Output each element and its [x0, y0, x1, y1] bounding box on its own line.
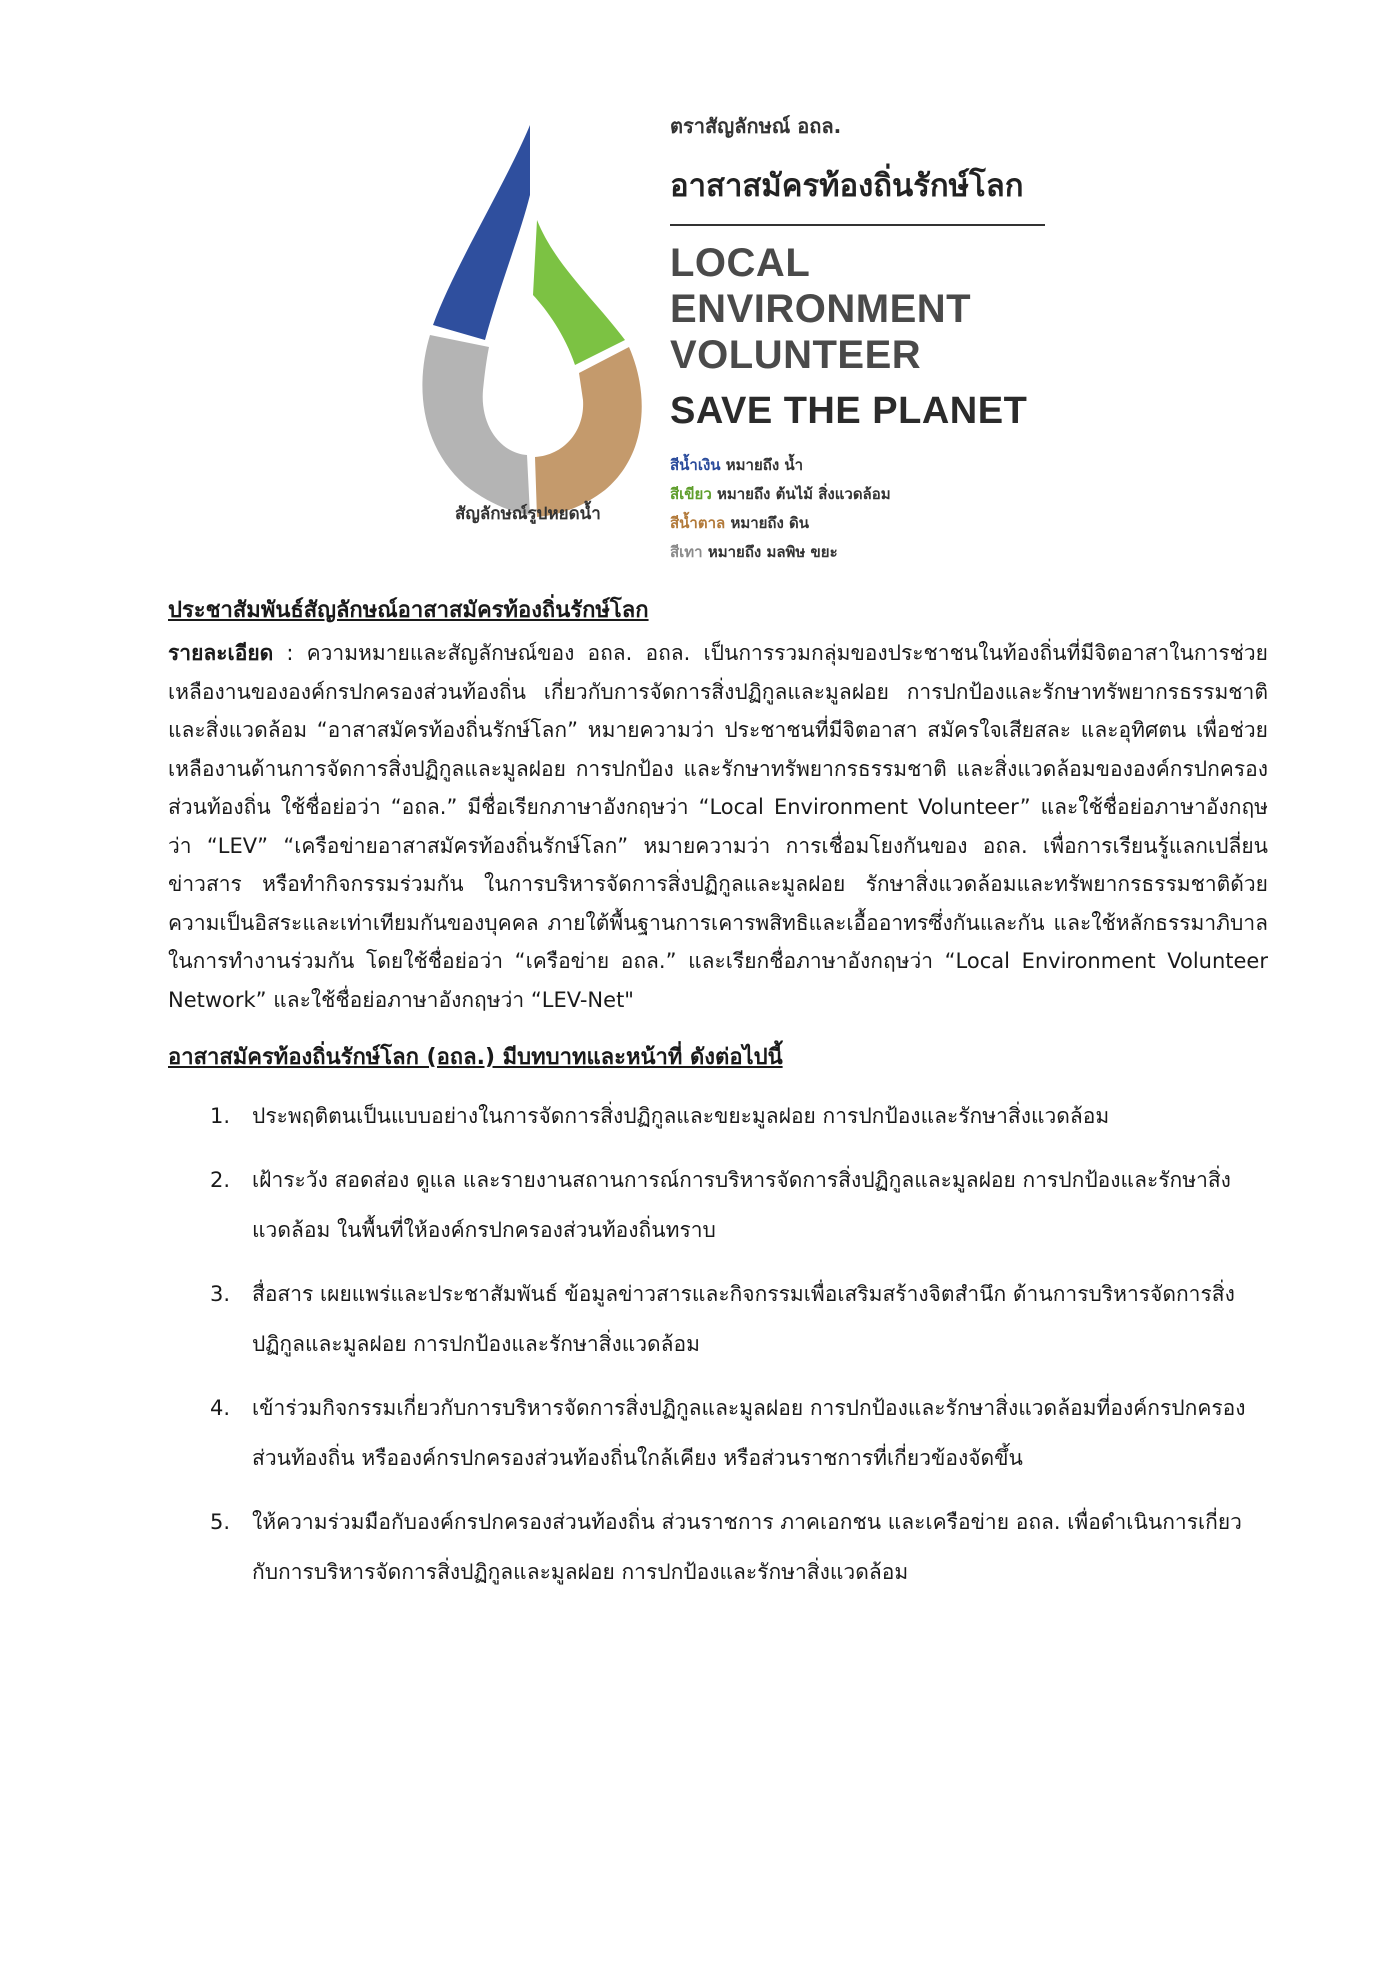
detail-label: รายละเอียด — [168, 641, 274, 665]
logo-english-line: LOCAL — [670, 241, 811, 285]
list-item: 1. ประพฤติตนเป็นแบบอย่างในการจัดการสิ่งปฏิกูลและขยะมูลฝอย การปกป้องและรักษาสิ่งแวดล้อม — [210, 1104, 1110, 1128]
document-body — [168, 592, 1268, 1611]
document-title: ประชาสัมพันธ์สัญลักษณ์อาสาสมัครท้องถิ่นรักษ์โลก — [168, 598, 649, 623]
drop-blue-segment — [433, 125, 530, 340]
logo-english-line: VOLUNTEER — [670, 333, 922, 377]
water-drop-logo-icon — [415, 125, 645, 520]
logo-english-line: ENVIRONMENT — [670, 287, 972, 331]
drop-caption: สัญลักษณ์รูปหยดน้ำ — [455, 504, 601, 524]
logo-slogan: SAVE THE PLANET — [670, 390, 1028, 432]
logo-small-title: ตราสัญลักษณ์ อถล. — [670, 114, 842, 138]
detail-paragraph — [168, 634, 1268, 1019]
color-legend — [670, 451, 1090, 567]
legend-item: สีน้ำเงิน หมายถึง น้ำ — [670, 456, 804, 474]
logo-thai-title: อาสาสมัครท้องถิ่นรักษ์โลก — [670, 168, 1024, 204]
logo-divider — [670, 224, 1045, 226]
legend-item: สีเขียว หมายถึง ต้นไม้ สิ่งแวดล้อม — [670, 485, 891, 503]
legend-item: สีน้ำตาล หมายถึง ดิน — [670, 514, 810, 532]
lev-logo — [415, 95, 1095, 595]
roles-heading: อาสาสมัครท้องถิ่นรักษ์โลก (อถล.) มีบทบาทและหน้าที่ ดังต่อไปนี้ — [168, 1045, 783, 1070]
list-item: 4. เข้าร่วมกิจกรรมเกี่ยวกับการบริหารจัดการสิ่งปฏิกูลและมูลฝอย การปกป้องและรักษาสิ่งแวดล้อมที่องค์กรปกครองส่วนท้องถิ่น หรือองค์กรปกครองส่วนท้องถิ่นใกล้เคียง หรือส่วนราชการที่เกี่ยวข้องจัดขึ้น — [210, 1396, 1246, 1470]
list-item: 5. ให้ความร่วมมือกับองค์กรปกครองส่วนท้องถิ่น ส่วนราชการ ภาคเอกชน และเครือข่าย อถล. เพื่อดำเนินการเกี่ยวกับการบริหารจัดการสิ่งปฏิกูลและมูลฝอย การปกป้องและรักษาสิ่งแวดล้อม — [210, 1510, 1242, 1584]
list-item: 2. เฝ้าระวัง สอดส่อง ดูแล และรายงานสถานการณ์การบริหารจัดการสิ่งปฏิกูลและมูลฝอย การปกป้องและรักษาสิ่งแวดล้อม ในพื้นที่ให้องค์กรปกครองส่วนท้องถิ่นทราบ — [210, 1168, 1231, 1242]
detail-text: : ความหมายและสัญลักษณ์ของ อถล. อถล. เป็นการรวมกลุ่มของประชาชนในท้องถิ่นที่มีจิตอาสาในการช่วยเหลืองานขององค์กรปกครองส่วนท้องถิ่น เกี่ยวกับการจัดการสิ่งปฏิกูลและมูลฝอย การปกป้องและรักษาทรัพยากรธรรมชาติและสิ่งแวดล้อม “อาสาสมัครท้องถิ่นรักษ์โลก” หมายความว่า ประชาชนที่มีจิตอาสา สมัครใจเสียสละ และอุทิศตน เพื่อช่วยเหลืองานด้านการจัดการสิ่งปฏิกูลและมูลฝอย การปกป้อง และรักษาทรัพยากรธรรมชาติ และสิ่งแวดล้อมขององค์กรปกครองส่วนท้องถิ่น ใช้ชื่อย่อว่า “อถล.” มีชื่อเรียกภาษาอังกฤษว่า “Local Environment Volunteer” และใช้ชื่อย่อภาษาอังกฤษว่า “LEV” “เครือข่ายอาสาสมัครท้องถิ่นรักษ์โลก” หมายความว่า การเชื่อมโยงกันของ อถล. เพื่อการเรียนรู้แลกเปลี่ยนข่าวสาร หรือทำกิจกรรมร่วมกัน ในการบริหารจัดการสิ่งปฏิกูลและมูลฝอย รักษาสิ่งแวดล้อมและทรัพยากรธรรมชาติด้วยความเป็นอิสระและเท่าเทียมกันของบุคคล ภายใต้พื้นฐานการเคารพสิทธิและเอื้ออาทรซึ่งกันและกัน และใช้หลักธรรมาภิบาลในการทำงานร่วมกัน โดยใช้ชื่อย่อว่า “เครือข่าย อถล.” และเรียกชื่อภาษาอังกฤษว่า “Local Environment Volunteer Network” และใช้ชื่อย่อภาษาอังกฤษว่า “LEV-Net" — [168, 641, 1268, 1012]
logo-text-block — [670, 110, 1090, 567]
legend-item: สีเทา หมายถึง มลพิษ ขยะ — [670, 543, 838, 561]
list-item: 3. สื่อสาร เผยแพร่และประชาสัมพันธ์ ข้อมูลข่าวสารและกิจกรรมเพื่อเสริมสร้างจิตสำนึก ด้านการบริหารจัดการสิ่งปฏิกูลและมูลฝอย การปกป้องและรักษาสิ่งแวดล้อม — [210, 1282, 1235, 1356]
roles-list — [168, 1091, 1268, 1597]
